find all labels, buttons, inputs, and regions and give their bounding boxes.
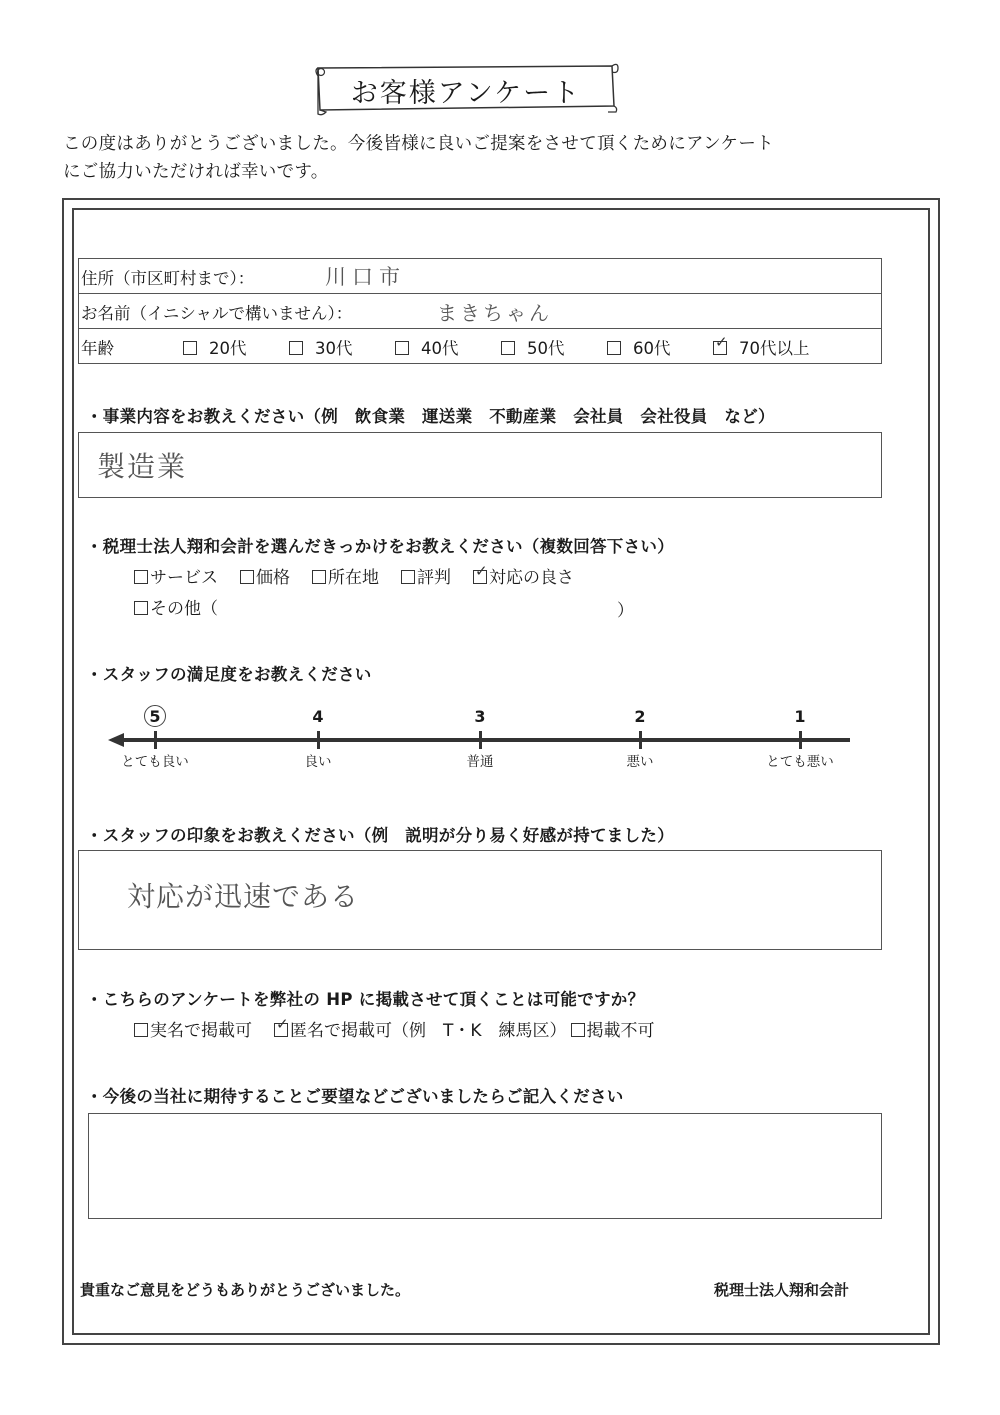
thanks-message: 貴重なご意見をどうもありがとうございました。 — [80, 1281, 411, 1299]
age-label: 年齢 — [81, 339, 114, 358]
reason-option-service[interactable] — [134, 563, 218, 588]
checkbox-checked[interactable] — [713, 333, 728, 355]
check-mark-icon: ✓ — [715, 333, 728, 351]
reason-other-close: ） — [617, 601, 634, 621]
age-option-label: 20代 — [209, 339, 247, 358]
checkbox[interactable] — [134, 601, 148, 615]
checkbox[interactable] — [183, 341, 197, 355]
impression-question: ・スタッフの印象をお教えください（例 説明が分り易く好感が持てました） — [86, 826, 674, 845]
age-option-20[interactable] — [183, 335, 247, 359]
address-field[interactable]: 川口市 — [325, 265, 406, 289]
title-banner — [312, 62, 620, 116]
reason-option-service-quality[interactable] — [473, 563, 574, 588]
age-option-60[interactable] — [607, 335, 671, 359]
selected-circle-icon — [144, 705, 166, 727]
option-label: 実名で掲載可 — [150, 1021, 252, 1041]
reason-option-price[interactable] — [240, 563, 290, 588]
scale-label: 悪い — [626, 754, 654, 770]
scale-value[interactable]: 1 — [794, 707, 806, 726]
reason-option-location[interactable] — [312, 563, 379, 588]
age-option-50[interactable] — [501, 335, 565, 359]
business-answer-box[interactable] — [78, 432, 882, 498]
publish-options — [134, 1016, 677, 1041]
reason-other[interactable] — [134, 594, 218, 619]
scale-label: とても良い — [121, 754, 189, 770]
option-label: 評判 — [417, 568, 451, 588]
age-option-label: 60代 — [633, 339, 671, 358]
reason-question: ・税理士法人翔和会計を選んだきっかけをお教えください（複数回答下さい） — [86, 537, 674, 556]
scale-label: とても悪い — [766, 754, 834, 770]
checkbox[interactable] — [401, 570, 415, 584]
checkbox[interactable] — [312, 570, 326, 584]
option-label: 掲載不可 — [586, 1021, 655, 1041]
scale-tick — [799, 731, 802, 749]
scale-label: 良い — [304, 754, 332, 770]
checkbox[interactable] — [134, 1023, 148, 1037]
age-option-30[interactable] — [289, 335, 353, 359]
page-title: お客様アンケート — [350, 78, 582, 109]
reason-options — [134, 563, 596, 588]
address-row — [79, 259, 881, 294]
check-mark-icon: ✓ — [475, 562, 488, 580]
name-label: お名前（イニシャルで構いません）： — [81, 304, 353, 323]
checkbox[interactable] — [571, 1023, 585, 1037]
business-question: ・事業内容をお教えください（例 飲食業 運送業 不動産業 会社員 会社役員 など） — [86, 407, 775, 426]
scale-value[interactable]: 4 — [312, 707, 324, 726]
scale-value[interactable]: 3 — [474, 707, 486, 726]
age-option-label: 70代以上 — [739, 339, 810, 358]
age-option-label: 30代 — [315, 339, 353, 358]
impression-answer-box[interactable] — [78, 850, 882, 950]
checkbox[interactable] — [134, 570, 148, 584]
scale-tick — [479, 731, 482, 749]
checkbox[interactable] — [607, 341, 621, 355]
intro-line-2: にご協力いただければ幸いです。 — [63, 162, 329, 182]
arrow-left-icon — [108, 733, 124, 747]
publish-option-anonymous[interactable] — [274, 1016, 567, 1041]
checkbox[interactable] — [240, 570, 254, 584]
publish-option-real-name[interactable] — [134, 1016, 252, 1041]
checkbox-checked[interactable] — [473, 562, 488, 584]
company-name: 税理士法人翔和会計 — [714, 1281, 850, 1299]
checkbox[interactable] — [501, 341, 515, 355]
scale-tick — [639, 731, 642, 749]
publish-question: ・こちらのアンケートを弊社の HP に掲載させて頂くことは可能ですか？ — [86, 990, 645, 1009]
checkbox-checked[interactable] — [274, 1015, 289, 1037]
age-option-70-plus[interactable] — [713, 335, 810, 359]
option-label: 所在地 — [328, 568, 379, 588]
address-label: 住所（市区町村まで）： — [81, 269, 255, 288]
age-option-label: 40代 — [421, 339, 459, 358]
scale-label: 普通 — [466, 754, 494, 770]
age-option-label: 50代 — [527, 339, 565, 358]
name-field[interactable]: まきちゃん — [437, 301, 552, 325]
checkbox[interactable] — [289, 341, 303, 355]
option-label: 価格 — [256, 568, 290, 588]
requests-question: ・今後の当社に期待することご要望などございましたらご記入ください — [86, 1087, 624, 1106]
business-answer: 製造業 — [97, 450, 188, 483]
impression-answer: 対応が迅速である — [127, 880, 360, 913]
age-option-40[interactable] — [395, 335, 459, 359]
option-label: サービス — [150, 568, 218, 588]
scale-tick — [317, 731, 320, 749]
name-row — [79, 294, 881, 329]
satisfaction-question: ・スタッフの満足度をお教えください — [86, 665, 372, 684]
other-label: その他（ — [150, 599, 218, 619]
scale-value[interactable]: 2 — [634, 707, 646, 726]
requests-answer-box[interactable] — [88, 1113, 882, 1219]
info-table — [78, 258, 882, 364]
scale-tick — [154, 731, 157, 749]
scale-value[interactable]: 5 — [149, 707, 161, 726]
option-label: 対応の良さ — [489, 568, 574, 588]
reason-option-reputation[interactable] — [401, 563, 451, 588]
age-row — [79, 329, 881, 363]
check-mark-icon: ✓ — [276, 1015, 289, 1033]
publish-option-no[interactable] — [571, 1016, 655, 1041]
intro-line-1: この度はありがとうございました。今後皆様に良いご提案をさせて頂くためにアンケート — [63, 134, 774, 154]
checkbox[interactable] — [395, 341, 409, 355]
option-label: 匿名で掲載可（例 T・K 練馬区） — [290, 1021, 567, 1041]
